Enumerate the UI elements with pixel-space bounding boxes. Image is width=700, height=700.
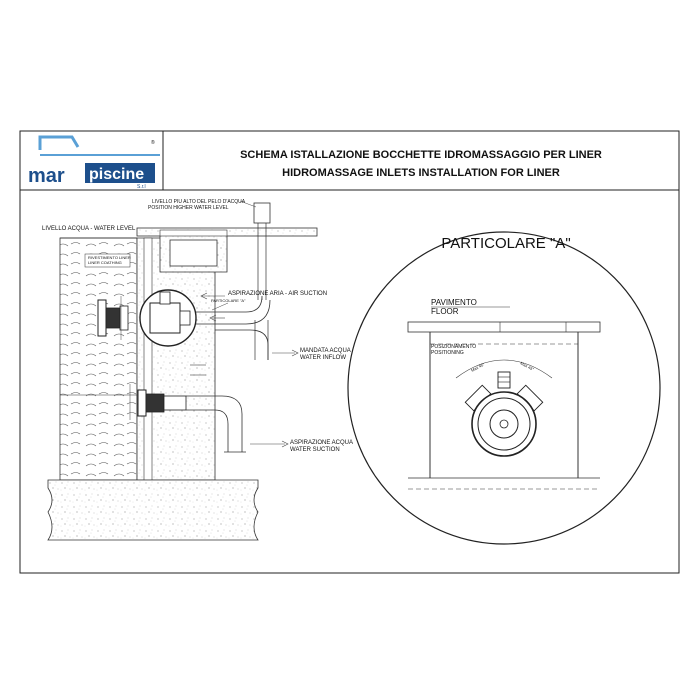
detail-max-angle-left: Max 45° [470,361,486,373]
label-liner-it: RIVESTIMENTO LINER [88,255,131,260]
label-inflow-it: MANDATA ACQUA [300,348,351,354]
detail-a-drawing [348,232,660,544]
logo-suffix: S.r.l [137,184,146,190]
label-suction-en: WATER SUCTION [290,447,340,453]
detail-title: PARTICOLARE "A" [441,235,571,252]
label-detail-ref: PARTICOLARE "A" [211,298,246,303]
logo-text-mar: mar [28,165,65,187]
detail-floor-en: FLOOR [431,307,459,316]
title-english: HIDROMASSAGE INLETS INSTALLATION FOR LINER [282,167,560,179]
label-higher-level-en: POSITION HIGHER WATER LEVEL [148,205,229,211]
detail-positioning-en: POSITIONING [431,350,464,356]
logo-text-piscine: piscine [89,166,145,183]
label-water-level: LIVELLO ACQUA - WATER LEVEL [42,226,136,232]
label-higher-level-it: LIVELLO PIU ALTO DEL PELO D'ACQUA [152,199,246,205]
logo-registered: ® [151,140,155,146]
title-italian: SCHEMA ISTALLAZIONE BOCCHETTE IDROMASSAGGIO PER LINER [240,149,602,161]
label-suction-it: ASPIRAZIONE ACQUA [290,440,354,446]
label-liner-en: LINER COATHING [88,260,122,265]
detail-max-angle-right: Max 45° [519,360,535,372]
label-air-suction: ASPIRAZIONE ARIA - AIR SUCTION [228,291,328,297]
marpiscine-logo [28,137,160,190]
detail-floor-it: PAVIMENTO [431,298,477,307]
detail-positioning-it: POSIZIONAMENTO [431,344,477,350]
pool-section-drawing [48,201,317,540]
label-inflow-en: WATER INFLOW [300,355,346,361]
